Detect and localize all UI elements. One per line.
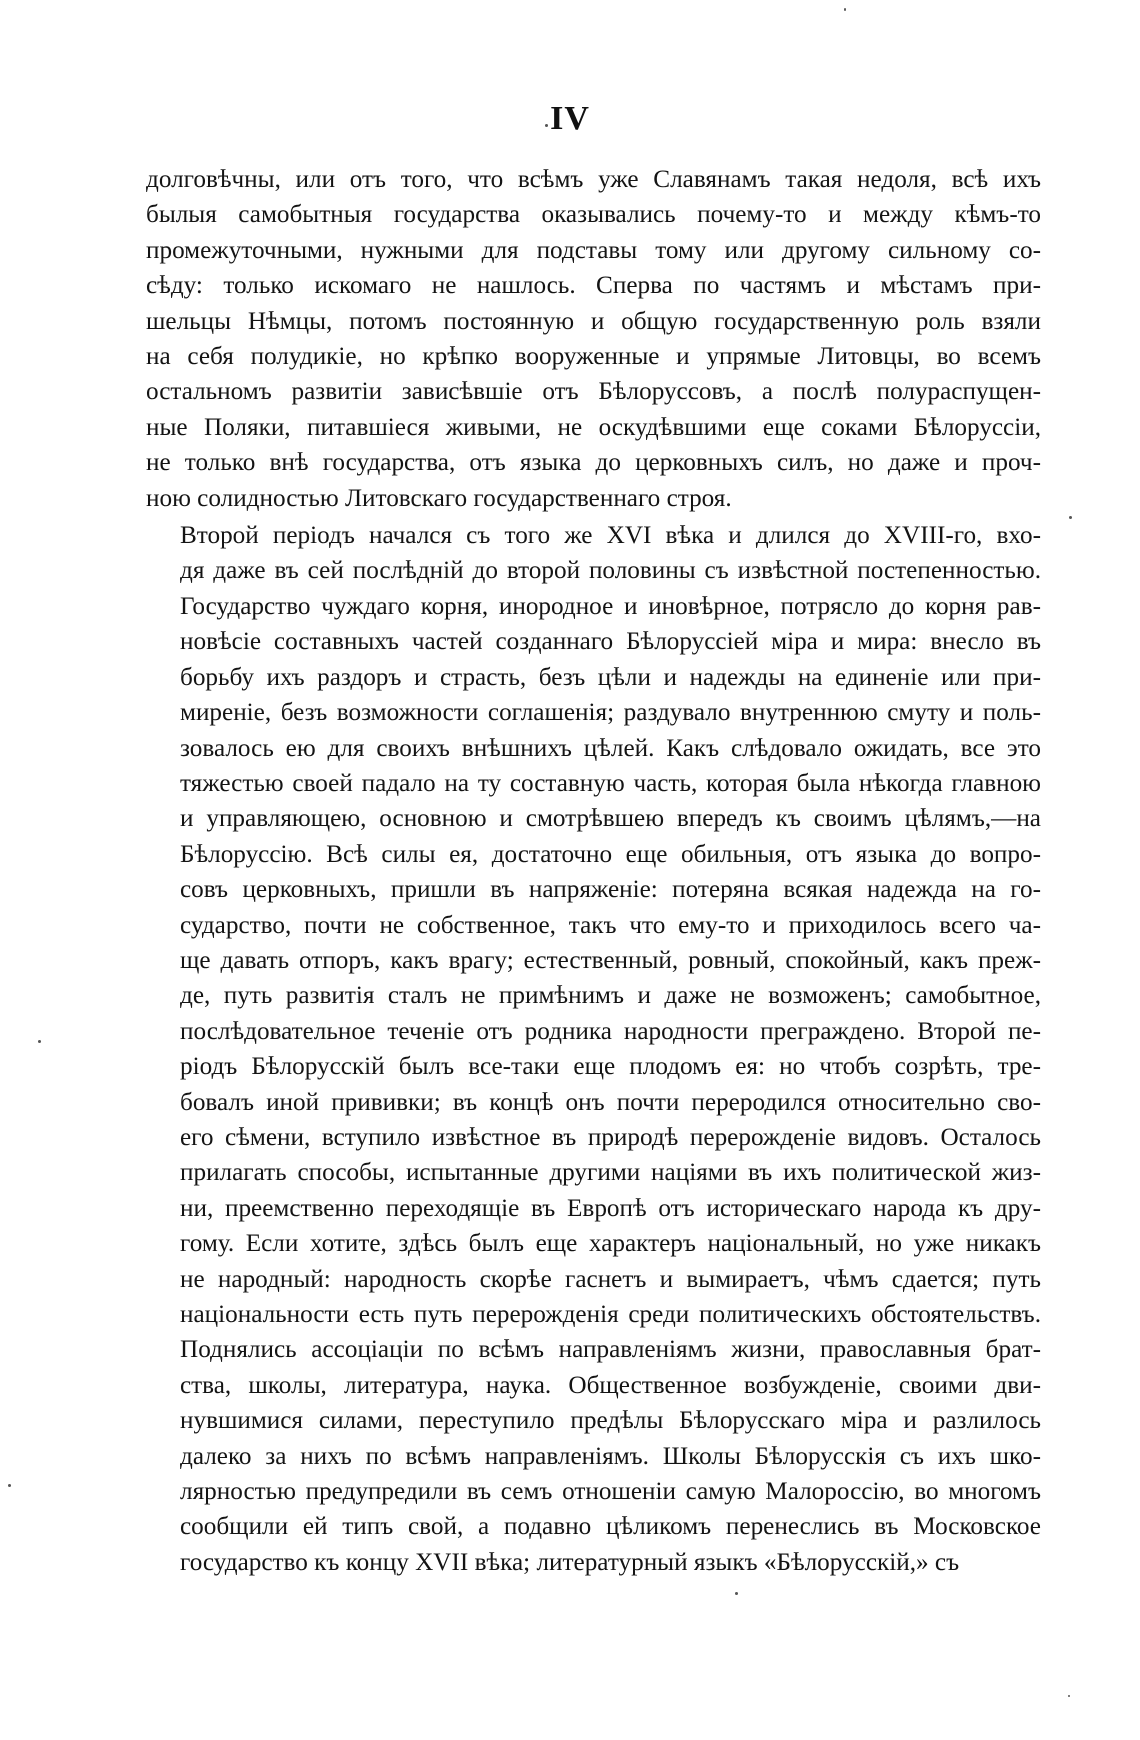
- text-line: Поднялись ассоціаціи по всѣмъ направленіямъ жизни, православныя брат-: [180, 1336, 1041, 1364]
- text-line: борьбу ихъ раздоръ и страсть, безъ цѣли и надежды на единеніе или при-: [180, 663, 1041, 691]
- text-line: сообщили ей типъ свой, а подавно цѣликомъ перенеслись въ Московское: [180, 1513, 1041, 1541]
- text-line: шельцы Нѣмцы, потомъ постоянную и общую государственную роль взяли: [146, 307, 1041, 335]
- text-line: національности есть путь перерожденія среди политическихъ обстоятельствъ.: [180, 1301, 1041, 1328]
- text-line: ріодъ Бѣлорусскій былъ все-таки еще плодомъ ея: но чтобъ созрѣть, тре-: [180, 1053, 1041, 1081]
- scan-speck: [844, 8, 846, 11]
- text-line: Государство чуждаго корня, инородное и иновѣрное, потрясло до корня рав-: [180, 592, 1041, 620]
- text-line: Бѣлоруссію. Всѣ силы ея, достаточно еще обильныя, отъ языка до вопро-: [180, 840, 1041, 868]
- text-line: зовалось ею для своихъ внѣшнихъ цѣлей. Какъ слѣдовало ожидать, все это: [180, 734, 1041, 762]
- text-line: далеко за нихъ по всѣмъ направленіямъ. Школы Бѣлорусскія съ ихъ шко-: [180, 1442, 1041, 1470]
- text-line: ства, школы, литература, наука. Общественное возбужденіе, своими дви-: [180, 1371, 1041, 1399]
- text-line: нувшимися силами, переступило предѣлы Бѣлорусскаго міра и разлилось: [180, 1407, 1041, 1435]
- text-line: ще давать отпоръ, какъ врагу; естественный, ровный, спокойный, какъ преж-: [180, 946, 1041, 974]
- scan-speck: [545, 124, 548, 127]
- text-line: совъ церковныхъ, пришли въ напряженіе: потеряна всякая надежда на го-: [180, 876, 1041, 904]
- text-line: не только внѣ государства, отъ языка до церковныхъ силъ, но даже и проч-: [146, 449, 1041, 477]
- text-line: былыя самобытныя государства оказывались почему-то и между кѣмъ-то: [146, 201, 1041, 229]
- scan-speck: [8, 1484, 11, 1487]
- scan-speck: [1068, 1695, 1070, 1697]
- text-line: гому. Если хотите, здѣсь былъ еще характеръ національный, но уже никакъ: [180, 1230, 1041, 1258]
- paragraph-2: [146, 518, 1041, 1580]
- text-line: де, путь развитія сталъ не примѣнимъ и даже не возможенъ; самобытное,: [180, 982, 1041, 1010]
- text-line: промежуточными, нужными для подставы тому или другому сильному со-: [146, 236, 1041, 264]
- text-line: Второй періодъ начался съ того же XVI вѣка и длился до XVIII-го, вхо-: [180, 522, 1041, 550]
- text-line: бовалъ иной прививки; въ концѣ онъ почти переродился относительно сво-: [180, 1088, 1041, 1116]
- page-number: IV: [550, 100, 590, 137]
- scan-speck: [735, 1592, 738, 1595]
- text-line: тяжестью своей падало на ту составную часть, которая была нѣкогда главною: [180, 769, 1041, 797]
- scan-speck: [38, 1040, 41, 1043]
- text-line: новѣсіе составныхъ частей созданнаго Бѣлоруссіей міра и мира: внесло въ: [180, 628, 1041, 656]
- text-line: остальномъ развитіи зависѣвшіе отъ Бѣлоруссовъ, а послѣ полураспущен-: [146, 378, 1041, 406]
- text-line: прилагать способы, испытанные другими націями въ ихъ политической жиз-: [180, 1159, 1041, 1187]
- text-line: его сѣмени, вступило извѣстное въ природѣ перерожденіе видовъ. Осталось: [180, 1123, 1041, 1151]
- text-line: ною солидностью Литовскаго государственнаго строя.: [146, 484, 732, 512]
- text-line: сѣду: только искомаго не нашлось. Сперва по частямъ и мѣстамъ при-: [146, 272, 1041, 300]
- scan-speck: [1069, 516, 1072, 519]
- text-line: долговѣчны, или отъ того, что всѣмъ уже Славянамъ такая недоля, всѣ ихъ: [146, 166, 1041, 193]
- text-line: ни, преемственно переходящіе въ Европѣ отъ историческаго народа къ дру-: [180, 1194, 1041, 1222]
- text-body: [146, 162, 1041, 1580]
- text-line: лярностью предупредили въ семъ отношеніи самую Малороссію, во многомъ: [180, 1478, 1041, 1506]
- text-line: не народный: народность скорѣе гаснетъ и вымираетъ, чѣмъ сдается; путь: [180, 1265, 1041, 1293]
- text-line: и управляющею, основною и смотрѣвшею впередъ къ своимъ цѣлямъ,—на: [180, 805, 1041, 833]
- text-line: миреніе, безъ возможности соглашенія; раздувало внутреннюю смуту и поль-: [180, 699, 1041, 727]
- text-line: на себя полудикіе, но крѣпко вооруженные и упрямые Литовцы, во всемъ: [146, 343, 1041, 371]
- text-line: ные Поляки, питавшіеся живыми, не оскудѣвшими еще соками Бѣлоруссіи,: [146, 413, 1041, 441]
- text-line: дя даже въ сей послѣдній до второй половины съ извѣстной постепенностью.: [180, 557, 1041, 585]
- paragraph-1: [146, 162, 1041, 516]
- text-line: послѣдовательное теченіе отъ родника народности преграждено. Второй пе-: [180, 1017, 1041, 1045]
- text-line: сударство, почти не собственное, такъ что ему-то и приходилось всего ча-: [180, 911, 1041, 939]
- text-line: государство къ концу XVII вѣка; литературный языкъ «Бѣлорусскій,» съ: [180, 1548, 960, 1576]
